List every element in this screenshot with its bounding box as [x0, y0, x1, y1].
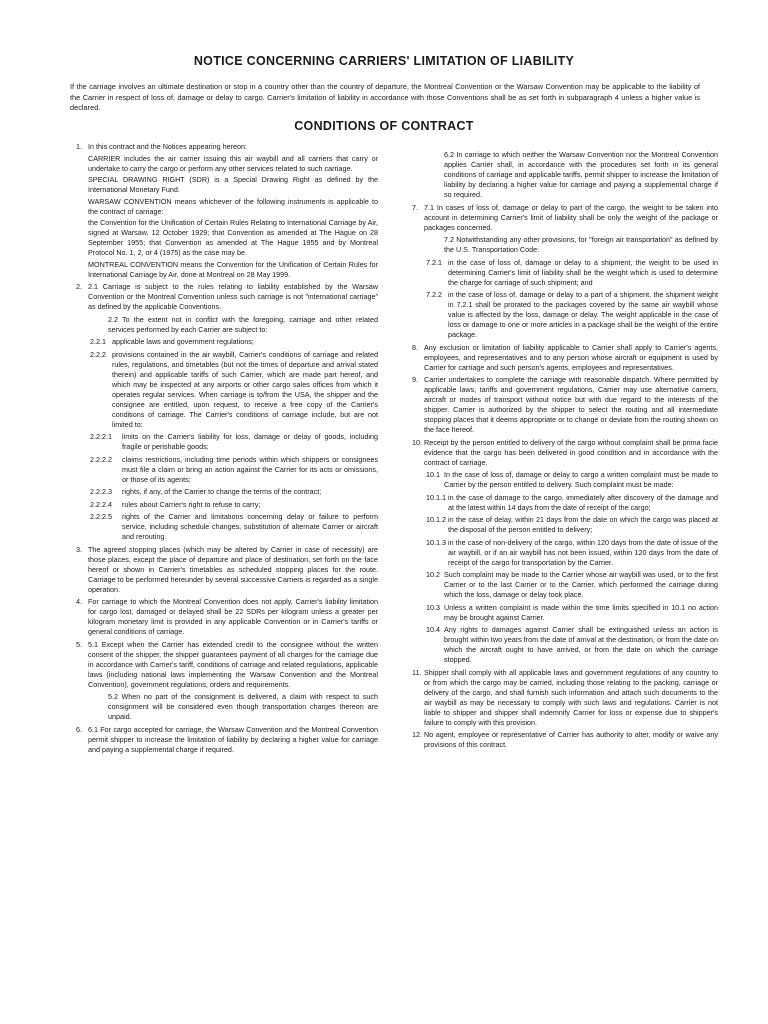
clause-text: 6.1 For cargo accepted for carriage, the Warsaw Convention and the Montreal Convention permit shipper to increase the limitation of liability by declaring a higher value for carriage and paying a supplemental charge if required. — [88, 724, 378, 754]
clause-text: rights of the Carrier and limitations concerning delay or failure to perform service, including schedule changes, substitution of alternate Carrier or aircraft and rerouting. — [122, 512, 378, 541]
clause-number: 11. — [412, 667, 422, 677]
clause-paragraph — [412, 375, 718, 435]
clause-paragraph — [412, 150, 718, 200]
clause-text: Shipper shall comply with all applicable laws and government regulations of any country to or from which the cargo may be carried, including those relating to the packing, carriage or delivery of the cargo, and shall furnish such information and attach such documents to the air waybill as may be necessary to comply with such laws and regulations. Carrier is not liable to shipper and shipper shall indemnify Carrier for loss or expense due to shipper's failure to comply with this provision. — [424, 667, 718, 727]
clause-paragraph — [76, 545, 378, 595]
clause-number: 5. — [76, 639, 82, 649]
left-column — [76, 142, 378, 757]
clause-paragraph — [412, 258, 718, 288]
clause-paragraph — [412, 603, 718, 623]
clause-text: 2.1 Carriage is subject to the rules relating to liability established by the Warsaw Convention or the Montreal Convention unless such carriage is not "international carriage" as defined by the applicable Conventions. — [88, 282, 378, 311]
clause-text: SPECIAL DRAWING RIGHT (SDR) is a Special Drawing Right as defined by the International Monetary Fund. — [88, 175, 378, 194]
clause-number: 1. — [76, 142, 82, 151]
intro-paragraph: If the carriage involves an ultimate destination or stop in a country other than the country of departure, the Montreal Convention or the Warsaw Convention may be applicable to the liability of the Carrier in respect of loss of, damage or delay to cargo. Carrier's limitation of liability in accordance with those Conventions shall be as set forth in subparagraph 4 unless a higher value is declared. — [70, 82, 700, 113]
clause-number: 2. — [76, 282, 82, 291]
right-column — [412, 150, 718, 753]
clause-text: 5.2 When no part of the consignment is delivered, a claim with respect to such consignment will be considered even though transportation charges thereon are unpaid. — [108, 692, 378, 721]
clause-number: 10.1.3 — [426, 537, 446, 547]
clause-paragraph — [412, 343, 718, 373]
clause-text: claims restrictions, including time periods within which shippers or consignees must file a claim or bring an action against the Carrier for its acts or omissions, or those of its agents; — [122, 454, 378, 484]
clause-text: 7.2 Notwithstanding any other provisions, for "foreign air transportation" as defined by the U.S. Transportation Code: — [444, 235, 718, 254]
clause-paragraph — [76, 500, 378, 510]
clause-number: 10.1.1 — [426, 492, 446, 502]
clause-number: 10.1 — [426, 470, 440, 479]
clause-text: Any exclusion or limitation of liability applicable to Carrier shall apply to Carrier's agents, employees, and representatives and to any person whose aircraft or equipment is used by Carrier for carriage and such person's agents, employees and representatives. — [424, 342, 718, 372]
clause-text: 5.1 Except when the Carrier has extended credit to the consignee without the written consent of the shipper, the shipper guarantees payment of all charges for the carriage due in accordance with Carrier's tariff, conditions of carriage and related regulations, applicable laws (including national laws implementing the Warsaw Convention and the Montreal Convention), government regulations, orders and requirements. — [88, 639, 378, 689]
clause-text: CARRIER includes the air carrier issuing this air waybill and all carriers that carry or undertake to carry the cargo or perform any other services related to such carriage. — [88, 153, 378, 173]
clause-paragraph — [76, 260, 378, 280]
clause-text: In this contract and the Notices appearing hereon: — [88, 142, 248, 151]
clause-text: Such complaint may be made to the Carrier whose air waybill was used, or to the first Carrier or to the last Carrier or to the Carrier, which performed the carriage during which the loss, damage or delay took place. — [444, 570, 718, 599]
clause-number: 2.2.2.1 — [90, 432, 112, 441]
clause-number: 2.2.2.2 — [90, 454, 112, 464]
clause-text: rules about Carrier's right to refuse to carry; — [122, 499, 261, 509]
clause-text: in the case of delay, within 21 days from the date on which the cargo was placed at the disposal of the person entitled to delivery; — [448, 515, 718, 534]
clause-paragraph — [412, 235, 718, 255]
clause-text: Receipt by the person entitled to delivery of the cargo without complaint shall be prima facie evidence that the cargo has been delivered in good condition and in accordance with the contract of carriage. — [424, 437, 718, 467]
clause-paragraph — [412, 570, 718, 600]
section-title: CONDITIONS OF CONTRACT — [294, 119, 474, 133]
clause-paragraph — [76, 315, 378, 335]
clause-paragraph — [76, 692, 378, 722]
clause-paragraph — [412, 515, 718, 535]
clause-text: rights, if any, of the Carrier to change the terms of the contract; — [122, 487, 322, 496]
clause-number: 9. — [412, 375, 418, 384]
clause-text: in the case of damage to the cargo, immediately after discovery of the damage and at the latest within 14 days from the date of receipt of the cargo; — [448, 492, 718, 512]
clause-paragraph — [76, 725, 378, 755]
clause-text: Unless a written complaint is made within the time limits specified in 10.1 no action may be brought against Carrier. — [444, 602, 718, 622]
clause-paragraph — [412, 625, 718, 665]
clause-number: 2.2.1 — [90, 337, 106, 346]
clause-number: 7.2.2 — [426, 290, 442, 299]
page-title: NOTICE CONCERNING CARRIERS' LIMITATION OF LIABILITY — [193, 54, 575, 68]
clause-text: in the case of non-delivery of the cargo, within 120 days from the date of issue of the air waybill, or if an air waybill has not been issued, within 120 days from the date of receipt of the cargo for transportation by the Carrier. — [448, 537, 718, 567]
clause-number: 7.2.1 — [426, 257, 442, 267]
clause-text: MONTREAL CONVENTION means the Convention for the Unification of Certain Rules for International Carriage by Air, done at Montreal on 28 May 1999. — [88, 259, 378, 279]
clause-number: 10.4 — [426, 625, 440, 634]
clause-paragraph — [412, 668, 718, 728]
clause-paragraph — [412, 290, 718, 340]
clause-paragraph — [76, 455, 378, 485]
clause-paragraph — [76, 487, 378, 497]
clause-paragraph — [412, 203, 718, 233]
clause-text: applicable laws and government regulations; — [112, 337, 254, 346]
clause-number: 3. — [76, 544, 82, 554]
clause-text: WARSAW CONVENTION means whichever of the following instruments is applicable to the contract of carriage: — [88, 196, 378, 216]
clause-paragraph — [76, 197, 378, 217]
clause-text: provisions contained in the air waybill, Carrier's conditions of carriage and related rules, regulations, and timetables (but not the times of departure and arrival stated therein) and applicable tariffs of such Carrier, which are made part hereof, and which may be inspected at any airports or other cargo sales offices from which it operates regular services. When carriage is to/from the USA, the shipper and the consignee are entitled, upon request, to receive a free copy of the Carrier's conditions of carriage. The Carrier's conditions of carriage include, but are not limited to: — [112, 349, 378, 429]
clause-paragraph — [412, 493, 718, 513]
clause-text: In the case of loss of, damage or delay to cargo a written complaint must be made to Carrier by the person entitled to delivery. Such complaint must be made: — [444, 470, 718, 489]
clause-paragraph — [76, 640, 378, 690]
clause-number: 2.2.2.5 — [90, 512, 112, 521]
clause-paragraph — [76, 175, 378, 195]
clause-paragraph — [76, 337, 378, 347]
clause-paragraph — [412, 438, 718, 468]
clause-number: 10. — [412, 437, 422, 447]
clause-text: 7.1 In cases of loss of, damage or delay to part of the cargo, the weight to be taken into account in determining Carrier's limit of liability shall be only the weight of the package or packages concerned. — [424, 202, 718, 232]
clause-text: limits on the Carrier's liability for loss, damage or delay of goods, including fragile or perishable goods; — [122, 432, 378, 451]
clause-paragraph — [412, 730, 718, 750]
clause-text: in the case of loss of, damage or delay to a part of a shipment, the shipment weight in 7.2.1 shall be prorated to the packages covered by the same air waybill whose value is affected by the loss, damage or delay. The weight applicable in the case of loss or damage to one or more articles in a package shall be the weight of the entire package. — [448, 290, 718, 339]
clause-text: Any rights to damages against Carrier shall be extinguished unless an action is brought within two years from the date of arrival at the destination, or from the date on which the aircraft ought to have arrived, or from the date on which the carriage stopped. — [444, 625, 718, 664]
clause-paragraph — [412, 470, 718, 490]
clause-text: 6.2 In carriage to which neither the Warsaw Convention nor the Montreal Convention applies Carrier shall, in accordance with the procedures set forth in its general conditions of carriage and applicable tariffs, permit shipper to increase the limitation of liability by declaring a higher value for carriage and paying a supplemental charge if so required. — [444, 150, 718, 199]
clause-text: 2.2 To the extent not in conflict with the foregoing, carriage and other related services performed by each Carrier are subject to: — [108, 314, 378, 334]
clause-text: The agreed stopping places (which may be altered by Carrier in case of necessity) are those places, except the place of departure and place of destination, set forth on the face hereof or shown in Carrier's timetables as scheduled stopping places for the route. Carriage to be performed hereunder by several successive Carriers is regarded as a single operation. — [88, 544, 378, 594]
clause-text: No agent, employee or representative of Carrier has authority to alter, modify or waive any provisions of this contract. — [424, 730, 718, 749]
clause-number: 8. — [412, 342, 418, 352]
clause-number: 10.3 — [426, 602, 440, 612]
clause-paragraph — [76, 282, 378, 312]
clause-text: the Convention for the Unification of Certain Rules Relating to International Carriage by Air, signed at Warsaw, 12 October 1929; that Convention as amended at The Hague on 28 September 1955; that Convention as amended at The Hague 1955 and by Montreal Protocol No. 1, 2, or 4 (1975) as the case may be. — [88, 218, 378, 257]
clause-number: 2.2.2.3 — [90, 487, 112, 496]
clause-paragraph — [76, 350, 378, 430]
clause-number: 12. — [412, 730, 422, 739]
clause-number: 6. — [76, 724, 82, 734]
clause-paragraph — [76, 142, 378, 152]
clause-number: 7. — [412, 202, 418, 212]
clause-number: 2.2.2 — [90, 349, 106, 359]
clause-text: in the case of loss of, damage or delay to a shipment, the weight to be used in determining Carrier's limit of liability shall be the weight which is used to determine the charge for carriage of such shipment; and — [448, 257, 718, 287]
clause-number: 2.2.2.4 — [90, 499, 112, 509]
clause-number: 10.2 — [426, 570, 440, 579]
clause-text: Carrier undertakes to complete the carriage with reasonable dispatch. Where permitted by applicable laws, tariffs and government regulations, Carrier may use alternative carriers, aircraft or modes of transport without notice but with due regard to the interests of the shipper. Carrier is authorized by the shipper to select the routing and all intermediate stopping places that it deems appropriate or to change or deviate from the routing shown on the face hereof. — [424, 375, 718, 434]
clause-text: For carriage to which the Montreal Convention does not apply, Carrier's liability limitation for cargo lost, damaged or delayed shall be 22 SDRs per kilogram unless a greater per kilogram monetary limit is provided in any applicable Convention or in Carrier's tariffs or general conditions of carriage. — [88, 597, 378, 636]
clause-number: 4. — [76, 597, 82, 606]
clause-paragraph — [76, 218, 378, 258]
clause-paragraph — [76, 432, 378, 452]
clause-paragraph — [76, 597, 378, 637]
clause-paragraph — [76, 512, 378, 542]
clause-paragraph — [412, 538, 718, 568]
clause-number: 10.1.2 — [426, 515, 446, 524]
clause-paragraph — [76, 154, 378, 174]
